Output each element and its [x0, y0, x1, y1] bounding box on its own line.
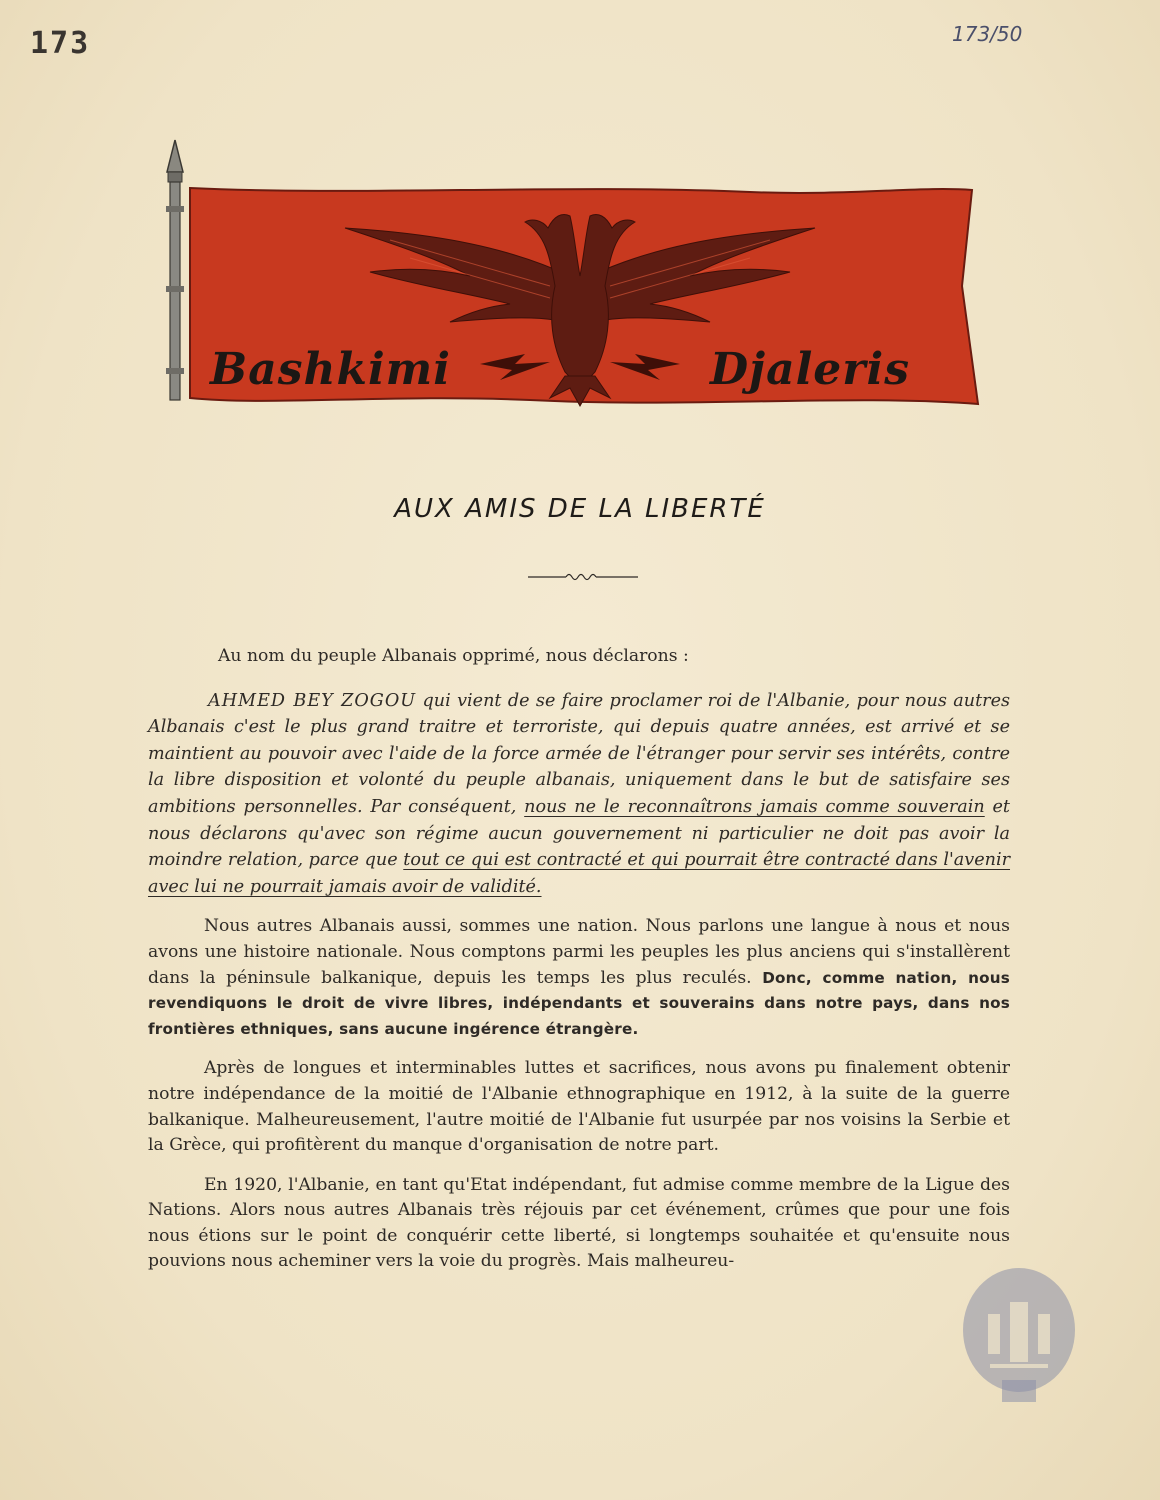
league-paragraph: En 1920, l'Albanie, en tant qu'Etat indépendant, fut admise comme membre de la Ligue des Nations. Alors nous autres Albanais très réjouis par cet événement, crûmes que pour une fois nous étions sur le point de conquérir cette liberté, si longtemps souhaitée et qu'ensuite nous pouvions nous acheminer vers la voie du progrès. Mais malheureu-: [148, 1174, 1010, 1272]
independence-paragraph: Après de longues et interminables luttes et sacrifices, nous avons pu finalement obtenir notre indépendance de la moitié de l'Albanie ethnographique en 1912, à la suite de la guerre balkanique. Malheureusement, l'autre moitié de l'Albanie fut usurpée par nos voisins la Serbie et la Grèce, qui profitèrent du manque d'organisation de notre part.: [148, 1058, 1010, 1156]
zogou-underline-2: tout ce qui est contracté et qui pourrait être contracté dans l'avenir avec lui ne pourrait jamais avoir de validité.: [148, 850, 1011, 897]
zogou-underline-1: nous ne le reconnaîtrons jamais comme souverain: [524, 796, 985, 817]
library-stamp-icon: [958, 1262, 1080, 1406]
zogou-paragraph: [148, 688, 1010, 901]
spear-pole-icon: [166, 140, 184, 400]
nation-paragraph: [148, 914, 1010, 1042]
banner-flag: [150, 136, 990, 416]
zogou-text-2: et nous déclarons qu'avec son régime aucun gouvernement ni particulier ne doit pas avoir la moindre relation, parce que: [148, 796, 1011, 871]
zogou-name: AHMED BEY ZOGOU: [208, 690, 417, 711]
ornamental-divider: [528, 570, 638, 584]
nation-text: Nous autres Albanais aussi, sommes une nation. Nous parlons une langue à nous et nous avons une histoire nationale. Nous comptons parmi les peuples les plus anciens qui s'installèrent dans la péninsule balkanique, depuis les temps les plus reculés.: [148, 916, 1010, 988]
document-body: [148, 644, 1010, 1289]
banner-inscription-right: Djaleris: [710, 344, 910, 395]
archive-reference: 173/50: [952, 22, 1023, 46]
declaration-paragraph: Au nom du peuple Albanais opprimé, nous déclarons :: [218, 646, 689, 666]
banner-inscription-left: Bashkimi: [210, 344, 451, 395]
nation-bold-text: Donc, comme nation, nous revendiquons le droit de vivre libres, indépendants et souverains dans notre pays, dans nos frontières ethniques, sans aucune ingérence étrangère.: [148, 968, 1010, 1038]
document-title: AUX AMIS DE LA LIBERTÉ: [394, 494, 766, 524]
page-number: 173: [30, 26, 91, 61]
zogou-text: qui vient de se faire proclamer roi de l'Albanie, pour nous autres Albanais c'est le plus grand traitre et terroriste, qui depuis quatre années, est arrivé et se maintient au pouvoir avec l'aide de la force armée de l'étranger pour servir ses intérêts, contre la libre disposition et volonté du peuple albanais, uniquement dans le but de satisfaire ses ambitions personnelles. Par conséquent,: [148, 690, 1011, 817]
